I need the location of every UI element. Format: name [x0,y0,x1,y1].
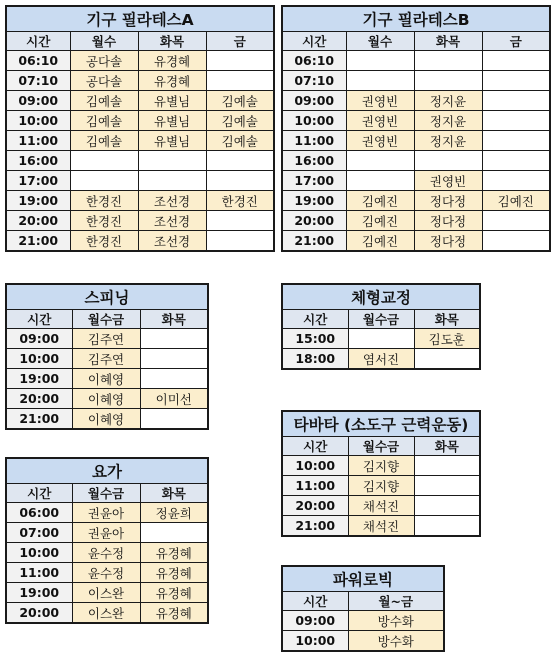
time-cell: 11:00 [282,476,348,496]
time-cell: 20:00 [282,211,346,231]
column-header: 월수금 [72,484,140,503]
instructor-cell: 유별님 [138,131,206,151]
table-row [6,151,274,171]
time-cell: 09:00 [6,329,72,349]
time-cell: 09:00 [6,91,70,111]
time-cell: 19:00 [282,191,346,211]
table-row [282,456,480,476]
instructor-cell: 한경진 [70,191,138,211]
instructor-cell: 유경혜 [140,603,208,624]
table-row [6,71,274,91]
time-cell: 21:00 [6,409,72,430]
instructor-cell [346,171,414,191]
table-row [6,543,208,563]
table-row [6,111,274,131]
table-row [282,329,480,349]
instructor-cell: 이혜영 [72,369,140,389]
time-cell: 10:00 [282,111,346,131]
instructor-cell [482,71,550,91]
instructor-cell: 한경진 [70,211,138,231]
time-cell: 10:00 [6,111,70,131]
time-cell: 11:00 [6,563,72,583]
instructor-cell: 김예솔 [70,111,138,131]
table-row [6,349,208,369]
table-title: 타바타 (소도구 근력운동) [282,411,480,437]
table-row [6,583,208,603]
instructor-cell [206,71,274,91]
tabata-table [281,410,481,537]
column-header: 화목 [140,310,208,329]
table-row [6,409,208,430]
instructor-cell [482,171,550,191]
instructor-cell [414,476,480,496]
time-cell: 10:00 [6,349,72,369]
time-cell: 15:00 [282,329,348,349]
table-title: 파워로빅 [282,566,444,592]
instructor-cell: 유경혜 [138,71,206,91]
table-row [282,171,550,191]
table-row [282,151,550,171]
table-row [282,111,550,131]
instructor-cell [138,171,206,191]
time-cell: 19:00 [6,369,72,389]
table-title: 기구 필라테스B [282,6,550,32]
table-title: 체형교정 [282,284,480,310]
instructor-cell: 한경진 [206,191,274,211]
column-header: 화목 [414,32,482,51]
posture-correction-table [281,283,481,370]
header-row [282,310,480,329]
column-header: 시간 [6,310,72,329]
instructor-cell: 염서진 [348,349,414,370]
table-row [6,369,208,389]
time-cell: 21:00 [282,231,346,252]
instructor-cell: 윤수정 [72,543,140,563]
instructor-cell [206,151,274,171]
instructor-cell: 김지향 [348,456,414,476]
table-row [6,503,208,523]
time-cell: 09:00 [282,91,346,111]
instructor-cell [482,151,550,171]
instructor-cell: 조선경 [138,211,206,231]
instructor-cell: 김도훈 [414,329,480,349]
time-cell: 10:00 [6,543,72,563]
instructor-cell [206,231,274,252]
time-cell: 07:10 [6,71,70,91]
instructor-cell: 유경혜 [140,563,208,583]
instructor-cell [138,151,206,171]
table-row [282,91,550,111]
instructor-cell: 김주연 [72,349,140,369]
table-row [282,611,444,631]
instructor-cell [140,409,208,430]
table-title: 요가 [6,458,208,484]
instructor-cell [414,71,482,91]
time-cell: 16:00 [6,151,70,171]
instructor-cell: 권영빈 [346,111,414,131]
column-header: 월수 [70,32,138,51]
instructor-cell [482,91,550,111]
column-header: 월~금 [348,592,444,611]
instructor-cell [414,496,480,516]
column-header: 금 [482,32,550,51]
instructor-cell: 정다정 [414,191,482,211]
time-cell: 19:00 [6,583,72,603]
instructor-cell: 정윤희 [140,503,208,523]
instructor-cell: 정지윤 [414,131,482,151]
instructor-cell: 공다솔 [70,71,138,91]
instructor-cell: 유경혜 [140,543,208,563]
instructor-cell [482,211,550,231]
pilates-a-table [5,5,275,252]
instructor-cell: 유경혜 [138,51,206,71]
instructor-cell: 김주연 [72,329,140,349]
instructor-cell: 권영빈 [414,171,482,191]
power-robic-table [281,565,445,652]
time-cell: 07:00 [6,523,72,543]
header-row [282,592,444,611]
column-header: 금 [206,32,274,51]
time-cell: 06:10 [282,51,346,71]
instructor-cell: 공다솔 [70,51,138,71]
instructor-cell: 채석진 [348,496,414,516]
instructor-cell: 김예진 [482,191,550,211]
instructor-cell [414,516,480,537]
time-cell: 06:10 [6,51,70,71]
time-cell: 17:00 [6,171,70,191]
table-row [6,171,274,191]
instructor-cell [482,131,550,151]
instructor-cell [348,329,414,349]
instructor-cell: 조선경 [138,191,206,211]
instructor-cell [206,171,274,191]
instructor-cell [70,151,138,171]
instructor-cell [140,329,208,349]
time-cell: 20:00 [6,389,72,409]
pilates-b-table [281,5,551,252]
header-row [6,310,208,329]
table-row [282,231,550,252]
instructor-cell: 권영빈 [346,91,414,111]
table-row [6,211,274,231]
instructor-cell: 방수화 [348,631,444,652]
table-row [282,71,550,91]
instructor-cell: 권영빈 [346,131,414,151]
column-header: 월수 [346,32,414,51]
table-row [282,349,480,370]
time-cell: 11:00 [282,131,346,151]
instructor-cell [70,171,138,191]
instructor-cell: 김예솔 [70,91,138,111]
instructor-cell: 이혜영 [72,409,140,430]
column-header: 화목 [414,310,480,329]
header-row [282,32,550,51]
column-header: 시간 [6,484,72,503]
instructor-cell: 김예진 [346,191,414,211]
time-cell: 16:00 [282,151,346,171]
header-row [6,484,208,503]
column-header: 월수금 [348,310,414,329]
time-cell: 21:00 [282,516,348,537]
instructor-cell [346,71,414,91]
instructor-cell: 이스완 [72,603,140,624]
instructor-cell: 김예솔 [206,131,274,151]
instructor-cell: 김예진 [346,231,414,252]
time-cell: 19:00 [6,191,70,211]
instructor-cell: 권윤아 [72,503,140,523]
table-row [6,231,274,252]
time-cell: 11:00 [6,131,70,151]
time-cell: 09:00 [282,611,348,631]
instructor-cell [414,151,482,171]
instructor-cell: 김예솔 [206,91,274,111]
instructor-cell [206,211,274,231]
column-header: 화목 [414,437,480,456]
instructor-cell [482,51,550,71]
yoga-table [5,457,209,624]
time-cell: 06:00 [6,503,72,523]
instructor-cell: 정지윤 [414,111,482,131]
time-cell: 07:10 [282,71,346,91]
column-header: 시간 [6,32,70,51]
instructor-cell: 김예솔 [206,111,274,131]
time-cell: 18:00 [282,349,348,370]
instructor-cell: 이혜영 [72,389,140,409]
table-row [6,191,274,211]
instructor-cell [346,51,414,71]
instructor-cell: 방수화 [348,611,444,631]
column-header: 시간 [282,592,348,611]
instructor-cell [414,51,482,71]
table-row [282,516,480,537]
column-header: 시간 [282,310,348,329]
instructor-cell: 정다정 [414,211,482,231]
time-cell: 10:00 [282,631,348,652]
instructor-cell: 김지향 [348,476,414,496]
table-row [6,523,208,543]
instructor-cell: 한경진 [70,231,138,252]
instructor-cell [346,151,414,171]
instructor-cell [140,523,208,543]
header-row [6,32,274,51]
table-row [6,51,274,71]
instructor-cell: 이스완 [72,583,140,603]
instructor-cell [414,349,480,370]
instructor-cell: 유경혜 [140,583,208,603]
instructor-cell: 유별님 [138,111,206,131]
instructor-cell [482,231,550,252]
table-row [6,91,274,111]
table-row [282,211,550,231]
instructor-cell: 조선경 [138,231,206,252]
spinning-table [5,283,209,430]
time-cell: 20:00 [6,211,70,231]
table-row [282,131,550,151]
table-row [6,603,208,624]
instructor-cell [140,369,208,389]
instructor-cell: 권윤아 [72,523,140,543]
column-header: 화목 [140,484,208,503]
time-cell: 17:00 [282,171,346,191]
instructor-cell [206,51,274,71]
table-title: 기구 필라테스A [6,6,274,32]
time-cell: 10:00 [282,456,348,476]
column-header: 화목 [138,32,206,51]
table-row [6,329,208,349]
header-row [282,437,480,456]
instructor-cell: 김예진 [346,211,414,231]
instructor-cell: 정지윤 [414,91,482,111]
table-row [282,476,480,496]
table-row [282,191,550,211]
instructor-cell [140,349,208,369]
column-header: 시간 [282,437,348,456]
time-cell: 21:00 [6,231,70,252]
instructor-cell: 김예솔 [70,131,138,151]
instructor-cell: 유별님 [138,91,206,111]
instructor-cell: 정다정 [414,231,482,252]
instructor-cell [482,111,550,131]
column-header: 시간 [282,32,346,51]
column-header: 월수금 [348,437,414,456]
instructor-cell [414,456,480,476]
table-row [282,496,480,516]
instructor-cell: 채석진 [348,516,414,537]
table-row [6,389,208,409]
instructor-cell: 이미선 [140,389,208,409]
table-row [282,51,550,71]
time-cell: 20:00 [282,496,348,516]
table-row [282,631,444,652]
table-title: 스피닝 [6,284,208,310]
table-row [6,563,208,583]
table-row [6,131,274,151]
time-cell: 20:00 [6,603,72,624]
column-header: 월수금 [72,310,140,329]
instructor-cell: 윤수정 [72,563,140,583]
